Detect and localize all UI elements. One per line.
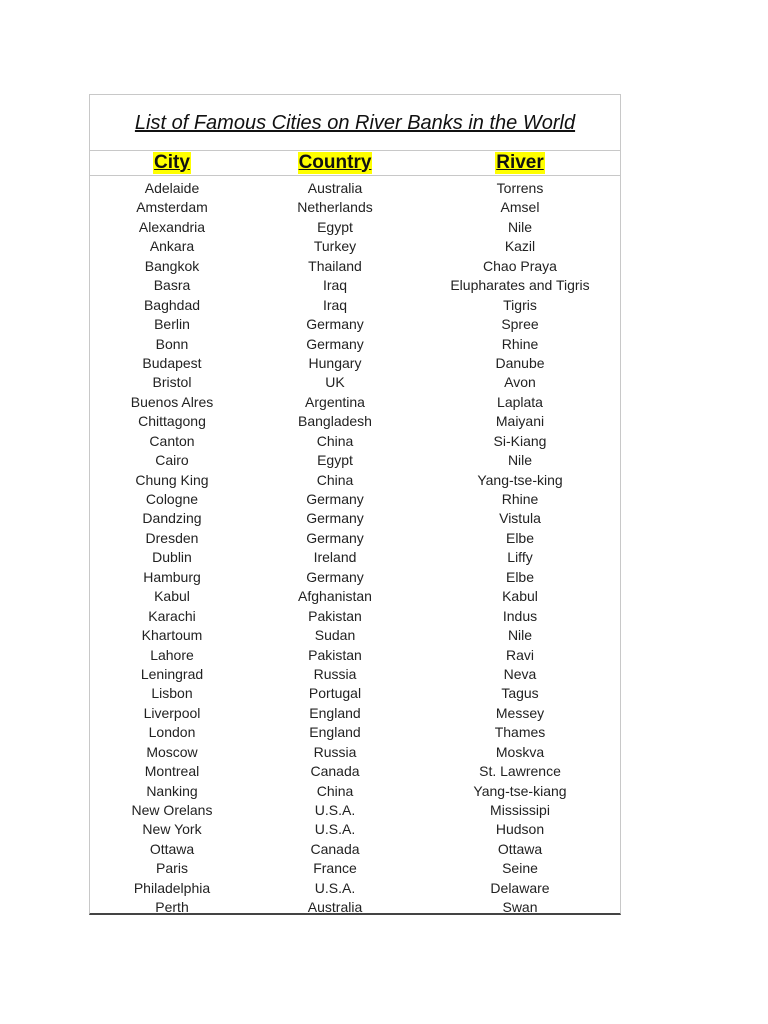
table-row [90,412,620,431]
column-header-row [90,150,620,176]
country-cell: China [316,432,354,449]
country-cell: England [309,704,361,721]
river-cell: Liffy [507,549,533,566]
table-row [90,179,620,198]
river-cell: Moskva [495,743,545,760]
country-cell: Russia [313,665,357,682]
river-cell: Nile [507,627,533,644]
city-cell: Cairo [155,452,189,469]
table-row [90,762,620,781]
table-row [90,704,620,723]
river-cell: Elbe [505,568,535,585]
river-cell: Neva [503,665,537,682]
country-cell: China [316,782,354,799]
river-cell: Elupharates and Tigris [450,277,590,294]
city-cell: Bristol [152,374,192,391]
table-row [90,198,620,217]
river-cell: Vistula [499,510,541,527]
river-cell: Ottawa [497,840,543,857]
river-cell: Nile [507,452,533,469]
table-row [90,471,620,490]
city-cell: Dresden [145,529,199,546]
country-cell: Egypt [317,452,353,469]
table-row [90,509,620,528]
table-row [90,548,620,567]
table-row [90,723,620,742]
country-cell: France [313,860,357,877]
river-cell: Kazil [504,238,536,255]
country-cell: Thailand [308,257,362,274]
city-cell: Moscow [146,743,198,760]
city-cell: Karachi [148,607,196,624]
city-cell: Bonn [155,335,189,352]
country-cell: Pakistan [308,646,362,663]
river-cell: Tagus [501,685,539,702]
river-cell: Seine [502,860,538,877]
country-cell: Pakistan [308,607,362,624]
river-cell: Maiyani [495,413,545,430]
country-cell: Canada [310,763,360,780]
river-cell: Amsel [500,199,540,216]
table-row [90,373,620,392]
country-cell: England [309,724,361,741]
column-header-country [275,150,395,175]
river-cell: Spree [501,316,539,333]
city-cell: Buenos Alres [130,393,214,410]
city-cell: Liverpool [143,704,201,721]
country-cell: China [316,471,354,488]
column-header-country-label: Country [298,151,372,173]
table-row [90,335,620,354]
country-cell: Iraq [322,277,348,294]
city-cell: Khartoum [141,627,203,644]
city-cell: Basra [153,277,191,294]
river-cell: Yang-tse-king [477,471,563,488]
country-cell: Germany [306,529,364,546]
city-cell: Baghdad [143,296,201,313]
table-row [90,529,620,548]
table-row [90,879,620,898]
table-row [90,782,620,801]
spreadsheet-table [89,94,621,915]
country-cell: Hungary [308,354,362,371]
country-cell: U.S.A. [314,821,356,838]
river-cell: Yang-tse-kiang [473,782,567,799]
city-cell: Lahore [150,646,194,663]
country-cell: U.S.A. [314,802,356,818]
page-title: List of Famous Cities on River Banks in the World [134,112,576,134]
city-cell: Amsterdam [136,199,208,216]
river-cell: Laplata [497,393,543,410]
city-cell: Philadelphia [133,879,211,896]
river-cell: Torrens [496,180,544,196]
river-cell: Indus [502,607,538,624]
city-cell: New York [142,821,202,838]
country-cell: Germany [306,510,364,527]
column-header-river-label: River [496,151,544,173]
city-cell: Bangkok [144,257,200,274]
city-cell: Leningrad [140,665,204,682]
table-row [90,801,620,820]
city-cell: London [148,724,196,741]
river-cell: Avon [504,374,536,391]
title-row [90,95,620,151]
river-cell: Nile [507,218,533,235]
city-cell: Kabul [154,588,190,605]
country-cell: UK [325,374,345,391]
table-row [90,218,620,237]
river-cell: Chao Praya [483,257,557,274]
table-row [90,237,620,256]
country-cell: Germany [306,568,364,585]
table-row [90,587,620,606]
city-cell: New Orelans [131,802,213,818]
table-row [90,490,620,509]
table-row [90,684,620,703]
table-row [90,451,620,470]
table-row [90,646,620,665]
country-cell: Bangladesh [298,413,372,430]
river-cell: Rhine [501,335,539,352]
country-cell: Canada [310,840,360,857]
river-cell: Tigris [503,296,537,313]
city-cell: Nanking [146,782,198,799]
country-cell: Argentina [305,393,365,410]
city-cell: Chung King [135,471,209,488]
city-cell: Berlin [154,316,190,333]
column-header-city-label: City [154,151,190,173]
country-cell: Australia [307,180,363,196]
river-cell: Danube [495,354,545,371]
river-cell: Mississipi [490,802,550,818]
country-cell: Turkey [313,238,357,255]
city-cell: Montreal [144,763,200,780]
river-cell: Swan [502,899,538,916]
city-cell: Dandzing [142,510,202,527]
country-cell: Germany [306,316,364,333]
river-cell: Messey [495,704,545,721]
city-cell: Paris [156,860,188,877]
table-row [90,626,620,645]
column-header-city [110,150,234,175]
country-cell: Russia [313,743,357,760]
table-row [90,296,620,315]
table-row [90,840,620,859]
table-body [90,179,620,918]
city-cell: Perth [155,899,189,916]
city-cell: Ottawa [149,840,195,857]
table-row [90,432,620,451]
river-cell: Ravi [505,646,534,663]
table-row [90,257,620,276]
city-cell: Lisbon [151,685,193,702]
river-cell: St. Lawrence [479,763,561,780]
river-cell: Si-Kiang [493,432,547,449]
country-cell: Australia [307,899,363,916]
river-cell: Hudson [495,821,545,838]
country-cell: Ireland [313,549,357,566]
table-row [90,568,620,587]
river-cell: Delaware [490,879,550,896]
city-cell: Canton [149,432,195,449]
country-cell: Portugal [308,685,362,702]
city-cell: Dublin [152,549,192,566]
city-cell: Hamburg [143,568,201,585]
river-cell: Kabul [502,588,538,605]
river-cell: Elbe [505,529,535,546]
city-cell: Chittagong [138,413,206,430]
country-cell: Germany [306,335,364,352]
city-cell: Adelaide [144,180,200,196]
table-row [90,898,620,917]
city-cell: Cologne [145,491,199,507]
country-cell: Iraq [322,296,348,313]
table-row [90,607,620,626]
country-cell: Netherlands [297,199,373,216]
river-cell: Rhine [501,491,539,507]
table-row [90,354,620,373]
country-cell: Germany [306,491,364,507]
table-row [90,393,620,412]
column-header-river [430,150,610,175]
city-cell: Alexandria [138,218,206,235]
table-row [90,315,620,334]
country-cell: Afghanistan [298,588,372,605]
table-row [90,820,620,839]
city-cell: Ankara [149,238,195,255]
country-cell: U.S.A. [314,879,356,896]
country-cell: Egypt [317,218,353,235]
table-row [90,743,620,762]
country-cell: Sudan [314,627,356,644]
table-row [90,665,620,684]
city-cell: Budapest [142,354,202,371]
table-row [90,276,620,295]
table-row [90,859,620,878]
river-cell: Thames [494,724,546,741]
